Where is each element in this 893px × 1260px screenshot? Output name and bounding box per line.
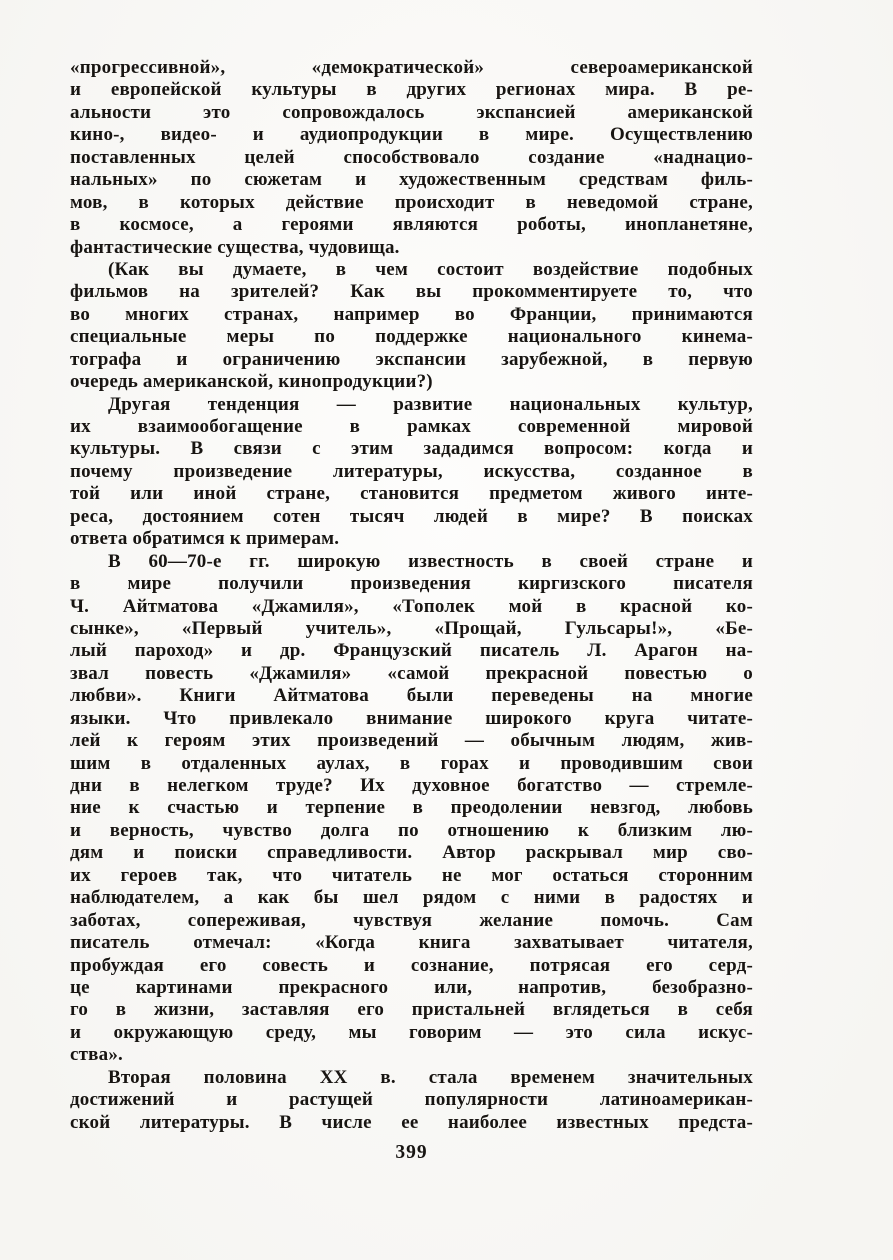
text-line: це картинами прекрасного или, напротив, безобразно-: [70, 976, 753, 998]
text-line: ние к счастью и терпение в преодолении невзгод, любовь: [70, 797, 753, 819]
text-line: поставленных целей способствовало создание «наднацио-: [70, 146, 753, 168]
text-line: ответа обратимся к примерам.: [70, 528, 340, 550]
text-line: «прогрессивной», «демократической» североамериканской: [70, 57, 753, 78]
text-line: лый пароход» и др. Французский писатель Л. Арагон на-: [70, 640, 753, 662]
text-line: и окружающую среду, мы говорим — это сила искус-: [70, 1021, 753, 1043]
text-line: сынке», «Первый учитель», «Прощай, Гульсары!», «Бе-: [70, 617, 753, 639]
text-line: в мире получили произведения киргизского писателя: [70, 573, 753, 595]
text-line: дям и поиски справедливости. Автор раскрывал мир сво-: [70, 842, 753, 864]
text-block: [70, 57, 753, 1134]
text-line: той или иной стране, становится предметом живого инте-: [70, 483, 753, 505]
text-line: ства».: [70, 1044, 123, 1066]
text-line: реса, достоянием сотен тысяч людей в мире? В поисках: [70, 505, 753, 527]
text-line: тографа и ограничению экспансии зарубежной, в первую: [70, 348, 753, 370]
text-line: и европейской культуры в других регионах мира. В ре-: [70, 79, 753, 101]
text-line: их героев так, что читатель не мог остаться сторонним: [70, 864, 753, 886]
text-line: почему произведение литературы, искусства, созданное в: [70, 460, 753, 482]
text-line: языки. Что привлекало внимание широкого круга читате-: [70, 707, 753, 729]
text-line: альности это сопровождалось экспансией американской: [70, 101, 753, 123]
text-line: лей к героям этих произведений — обычным людям, жив-: [70, 730, 753, 752]
text-line: дни в нелегком труде? Их духовное богатство — стремле-: [70, 775, 753, 796]
text-line: во многих странах, например во Франции, принимаются: [70, 303, 753, 325]
text-line: наблюдателем, а как бы шел рядом с ними в радостях и: [70, 887, 753, 909]
text-line: В 60—70-е гг. широкую известность в своей стране и: [108, 550, 753, 572]
text-line: Другая тенденция — развитие национальных культур,: [108, 393, 753, 415]
text-line: нальных» по сюжетам и художественным средствам филь-: [70, 169, 753, 191]
text-line: их взаимообогащение в рамках современной мировой: [70, 416, 753, 437]
text-line: достижений и растущей популярности латиноамерикан-: [70, 1089, 753, 1111]
text-line: кино-, видео- и аудиопродукции в мире. Осуществлению: [70, 124, 753, 146]
page-number: 399: [395, 1142, 428, 1163]
text-line: писатель отмечал: «Когда книга захватывает читателя,: [70, 932, 753, 954]
text-line: в космосе, а героями являются роботы, инопланетяне,: [70, 214, 753, 236]
text-line: любви». Книги Айтматова были переведены на многие: [70, 685, 753, 707]
text-line: мов, в которых действие происходит в неведомой стране,: [70, 191, 753, 213]
text-line: фильмов на зрителей? Как вы прокомментируете то, что: [70, 281, 753, 303]
text-line: культуры. В связи с этим зададимся вопросом: когда и: [70, 438, 753, 460]
text-line: специальные меры по поддержке национального кинема-: [70, 326, 753, 348]
text-line: и верность, чувство долга по отношению к близким лю-: [70, 819, 753, 841]
text-line: фантастические существа, чудовища.: [70, 236, 400, 258]
text-line: пробуждая его совесть и сознание, потрясая его серд-: [70, 954, 753, 976]
text-line: заботах, сопереживая, чувствуя желание помочь. Сам: [70, 909, 753, 931]
text-line: шим в отдаленных аулах, в горах и проводившим свои: [70, 752, 753, 774]
text-line: очередь американской, кинопродукции?): [70, 371, 433, 393]
text-line: Ч. Айтматова «Джамиля», «Тополек мой в красной ко-: [70, 595, 753, 617]
text-line: го в жизни, заставляя его пристальней вглядеться в себя: [70, 999, 753, 1021]
text-line: (Как вы думаете, в чем состоит воздействие подобных: [108, 258, 753, 280]
text-line: звал повесть «Джамиля» «самой прекрасной повестью о: [70, 662, 753, 684]
text-line: ской литературы. В числе ее наиболее известных предста-: [70, 1111, 753, 1133]
text-line: Вторая половина XX в. стала временем значительных: [108, 1066, 753, 1088]
